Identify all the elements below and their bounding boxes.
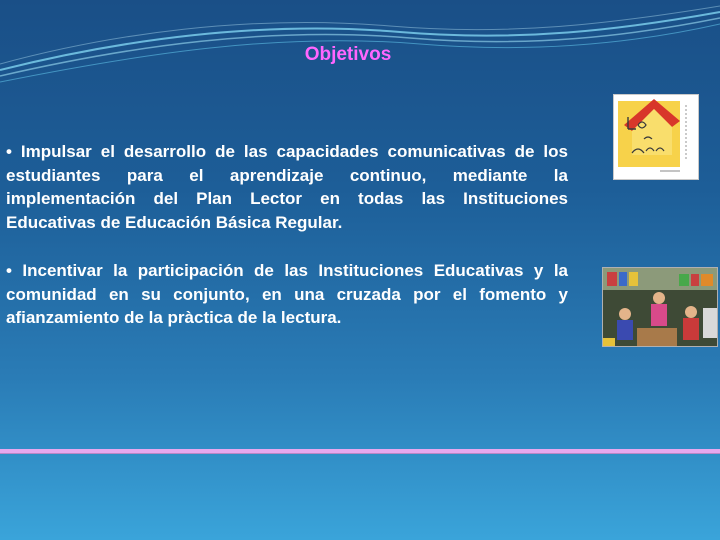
- bullet-objective-1: • Impulsar el desarrollo de las capacidades comunicativas de los estudiantes para el aprendizaje continuo, mediante la implementación del Plan Lector en todas las Instituciones Educativas de Educación Básica Regular.: [6, 142, 568, 232]
- bullet-objective-2: • Incentivar la participación de las Instituciones Educativas y la comunidad en su conjunto, en una cruzada por el fomento y afianzamiento de la pràctica de la lectura.: [6, 261, 568, 327]
- slide-title: Objetivos: [304, 44, 392, 65]
- footer-rule: [0, 449, 720, 453]
- children-reading-photo: [602, 267, 718, 347]
- leer-en-casa-logo-image: [613, 94, 699, 180]
